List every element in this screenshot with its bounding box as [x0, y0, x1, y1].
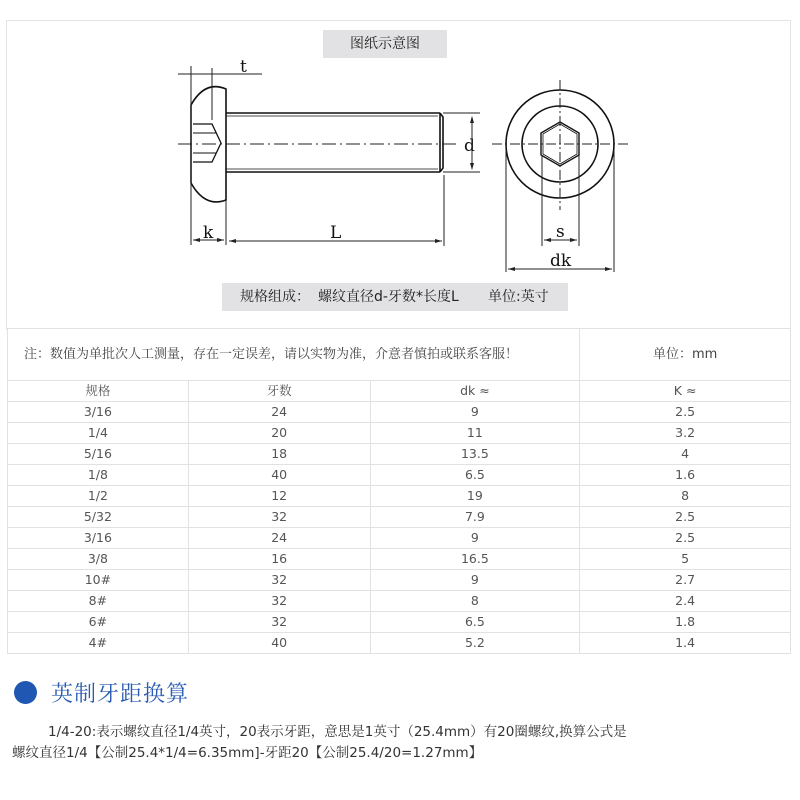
spec-composition-label: 规格组成：	[240, 289, 310, 305]
table-row	[8, 507, 791, 528]
table-row	[8, 528, 791, 549]
cell-dk: 11	[370, 423, 580, 444]
cell-k: 2.5	[580, 402, 791, 423]
cell-k: 8	[580, 486, 791, 507]
header-dk: dk ≈	[370, 381, 580, 402]
header-spec: 规格	[8, 381, 189, 402]
cell-tpi: 40	[188, 465, 370, 486]
measurement-note: 注：数值为单批次人工测量，存在一定误差，请以实物为准，介意者慎拍或联系客服！	[8, 329, 580, 381]
dim-label-k: k	[203, 223, 214, 243]
header-k: K ≈	[580, 381, 791, 402]
cell-k: 1.6	[580, 465, 791, 486]
table-row	[8, 465, 791, 486]
cell-spec: 3/16	[8, 402, 189, 423]
cell-k: 5	[580, 549, 791, 570]
cell-spec: 1/2	[8, 486, 189, 507]
drawing-title: 图纸示意图	[323, 30, 447, 58]
cell-dk: 19	[370, 486, 580, 507]
cell-k: 3.2	[580, 423, 791, 444]
spec-composition-bar	[222, 283, 568, 311]
dim-label-d: d	[464, 136, 475, 156]
table-row	[8, 486, 791, 507]
cell-spec: 1/8	[8, 465, 189, 486]
cell-spec: 8#	[8, 591, 189, 612]
cell-k: 2.5	[580, 507, 791, 528]
explanation-line-1: 1/4-20:表示螺纹直径1/4英寸，20表示牙距，意思是1英寸（25.4mm）有20圈螺纹,换算公式是	[48, 724, 627, 740]
spec-table	[7, 328, 791, 654]
section-title: 英制牙距换算	[51, 681, 190, 707]
cell-tpi: 32	[188, 507, 370, 528]
explanation-line-2: 螺纹直径1/4【公制25.4*1/4=6.35mm]-牙距20【公制25.4/20=1.27mm】	[12, 745, 483, 761]
table-row	[8, 549, 791, 570]
cell-tpi: 24	[188, 402, 370, 423]
cell-k: 1.8	[580, 612, 791, 633]
cell-dk: 9	[370, 570, 580, 591]
cell-tpi: 12	[188, 486, 370, 507]
dim-label-L: L	[330, 223, 342, 243]
section-heading	[14, 677, 189, 707]
cell-tpi: 20	[188, 423, 370, 444]
cell-dk: 8	[370, 591, 580, 612]
cell-tpi: 32	[188, 612, 370, 633]
spec-composition-unit: 单位:英寸	[488, 289, 549, 305]
unit-label: 单位：mm	[580, 329, 791, 381]
cell-tpi: 16	[188, 549, 370, 570]
table-header-row	[8, 381, 791, 402]
cell-spec: 6#	[8, 612, 189, 633]
header-tpi: 牙数	[188, 381, 370, 402]
conversion-explanation	[12, 722, 792, 764]
cell-dk: 13.5	[370, 444, 580, 465]
cell-dk: 7.9	[370, 507, 580, 528]
cell-spec: 1/4	[8, 423, 189, 444]
cell-tpi: 24	[188, 528, 370, 549]
cell-spec: 5/32	[8, 507, 189, 528]
dim-label-t: t	[240, 57, 247, 77]
spec-composition-formula: 螺纹直径d-牙数*长度L	[318, 289, 459, 305]
table-row	[8, 423, 791, 444]
table-row	[8, 612, 791, 633]
table-row	[8, 633, 791, 654]
cell-dk: 5.2	[370, 633, 580, 654]
cell-spec: 10#	[8, 570, 189, 591]
screw-technical-drawing	[0, 0, 800, 330]
cell-k: 2.4	[580, 591, 791, 612]
table-note-row	[8, 329, 791, 381]
cell-spec: 3/16	[8, 528, 189, 549]
cell-tpi: 32	[188, 591, 370, 612]
cell-tpi: 18	[188, 444, 370, 465]
cell-tpi: 32	[188, 570, 370, 591]
cell-dk: 6.5	[370, 465, 580, 486]
bullet-dot-icon	[14, 681, 37, 704]
cell-dk: 16.5	[370, 549, 580, 570]
cell-tpi: 40	[188, 633, 370, 654]
cell-k: 1.4	[580, 633, 791, 654]
table-row	[8, 570, 791, 591]
cell-dk: 9	[370, 528, 580, 549]
dim-label-s: s	[556, 222, 565, 242]
cell-k: 2.7	[580, 570, 791, 591]
cell-k: 2.5	[580, 528, 791, 549]
table-row	[8, 591, 791, 612]
cell-spec: 5/16	[8, 444, 189, 465]
cell-dk: 6.5	[370, 612, 580, 633]
dim-label-dk: dk	[550, 251, 572, 271]
cell-dk: 9	[370, 402, 580, 423]
cell-spec: 4#	[8, 633, 189, 654]
cell-spec: 3/8	[8, 549, 189, 570]
cell-k: 4	[580, 444, 791, 465]
table-row	[8, 402, 791, 423]
table-row	[8, 444, 791, 465]
